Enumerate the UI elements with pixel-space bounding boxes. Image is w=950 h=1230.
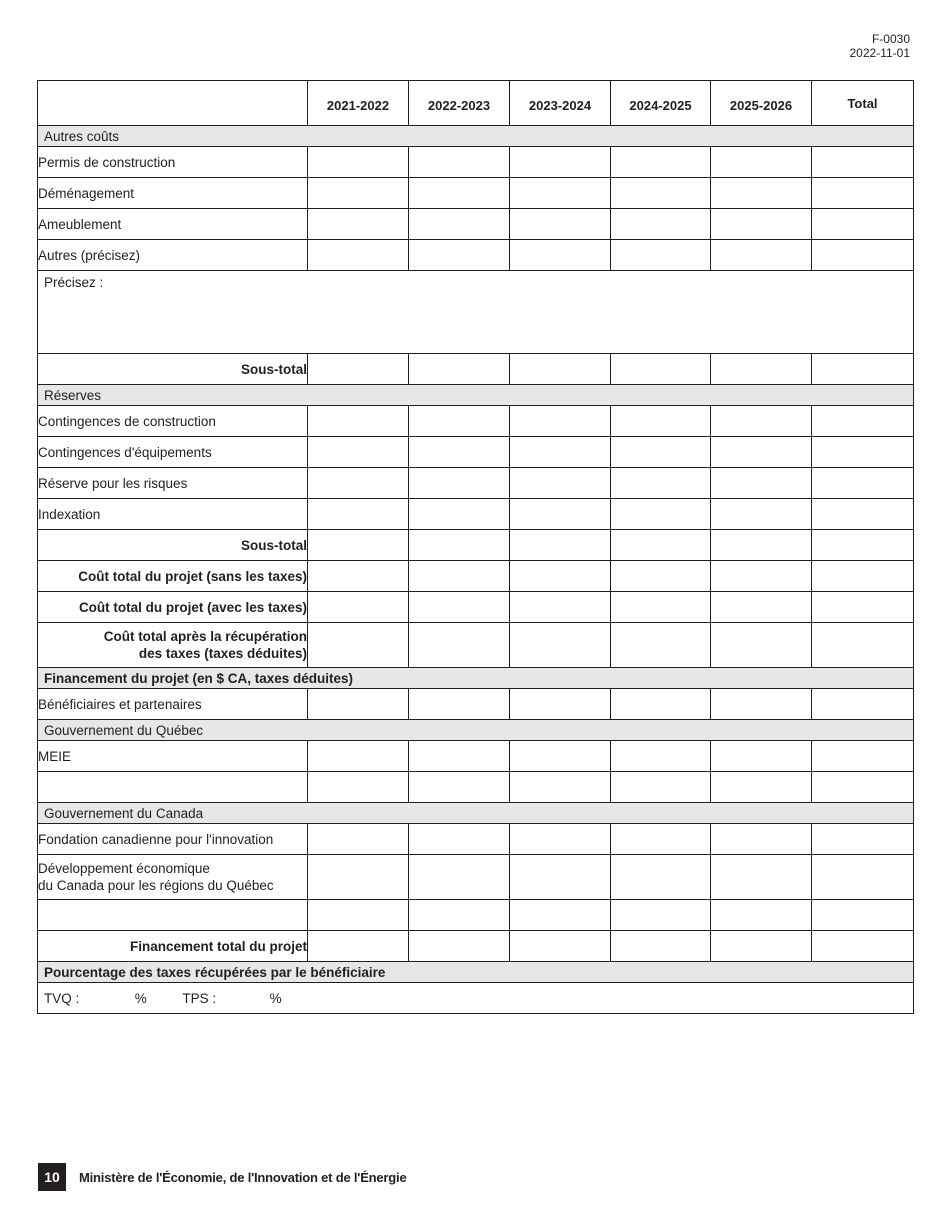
tvq-label: TVQ :	[44, 990, 80, 1006]
input-cell[interactable]	[409, 240, 510, 271]
input-cell[interactable]	[611, 530, 711, 561]
input-cell[interactable]	[812, 592, 914, 623]
input-cell[interactable]	[308, 499, 409, 530]
input-cell[interactable]	[510, 499, 611, 530]
input-cell[interactable]	[812, 147, 914, 178]
section-reserves: Réserves	[38, 385, 914, 406]
col-header: 2022-2023	[409, 81, 510, 126]
row-label: Réserve pour les risques	[38, 468, 308, 499]
input-cell[interactable]	[510, 592, 611, 623]
section-gouv-canada: Gouvernement du Canada	[38, 803, 914, 824]
row-label-financement-total: Financement total du projet	[38, 931, 308, 962]
form-number: F-0030	[871, 32, 910, 46]
input-cell[interactable]	[711, 468, 812, 499]
row-label: Ameublement	[38, 209, 308, 240]
input-cell[interactable]	[510, 240, 611, 271]
input-cell[interactable]	[510, 561, 611, 592]
input-cell[interactable]	[611, 689, 711, 720]
input-cell[interactable]	[611, 499, 711, 530]
input-cell[interactable]	[308, 592, 409, 623]
input-cell[interactable]	[711, 178, 812, 209]
input-cell[interactable]	[611, 240, 711, 271]
note-row	[38, 271, 914, 354]
table-row	[38, 824, 914, 855]
input-cell[interactable]	[611, 772, 711, 803]
input-cell[interactable]	[409, 561, 510, 592]
input-cell[interactable]	[812, 209, 914, 240]
input-cell[interactable]	[812, 499, 914, 530]
input-cell[interactable]	[510, 855, 611, 900]
row-label-cout-avec-taxes: Coût total du projet (avec les taxes)	[38, 592, 308, 623]
input-cell[interactable]	[308, 772, 409, 803]
input-cell[interactable]	[812, 530, 914, 561]
input-cell[interactable]	[510, 468, 611, 499]
input-cell[interactable]	[611, 623, 711, 668]
input-cell[interactable]	[812, 931, 914, 962]
input-cell[interactable]	[409, 623, 510, 668]
header-row	[38, 81, 914, 126]
input-cell[interactable]	[510, 530, 611, 561]
input-cell[interactable]	[510, 824, 611, 855]
input-cell[interactable]	[510, 931, 611, 962]
input-cell[interactable]	[611, 468, 711, 499]
row-label-cout-apres	[38, 623, 308, 668]
input-cell[interactable]	[308, 354, 409, 385]
tps-label: TPS :	[182, 990, 217, 1006]
input-cell[interactable]	[611, 592, 711, 623]
input-cell[interactable]	[711, 741, 812, 772]
table-row	[38, 209, 914, 240]
col-header: 2023-2024	[510, 81, 611, 126]
table-row	[38, 741, 914, 772]
input-cell[interactable]	[308, 824, 409, 855]
header-blank	[38, 81, 308, 126]
col-header-total: Total	[812, 81, 914, 126]
section-autres-couts: Autres coûts	[38, 126, 914, 147]
input-cell[interactable]	[308, 689, 409, 720]
input-cell[interactable]	[308, 209, 409, 240]
row-label: Indexation	[38, 499, 308, 530]
input-cell[interactable]	[308, 147, 409, 178]
input-cell[interactable]	[409, 468, 510, 499]
input-cell[interactable]	[611, 354, 711, 385]
input-cell[interactable]	[308, 561, 409, 592]
row-label: Contingences d'équipements	[38, 437, 308, 468]
input-cell[interactable]	[510, 178, 611, 209]
input-cell[interactable]	[510, 623, 611, 668]
input-cell[interactable]	[611, 209, 711, 240]
table-row	[38, 437, 914, 468]
input-cell[interactable]	[711, 592, 812, 623]
page-footer	[38, 1163, 406, 1191]
table-row	[38, 468, 914, 499]
tvq-percent: %	[134, 990, 147, 1006]
dec-line1: Développement économique	[38, 861, 210, 876]
section-gouv-quebec: Gouvernement du Québec	[38, 720, 914, 741]
input-cell[interactable]	[812, 561, 914, 592]
col-header: 2024-2025	[611, 81, 711, 126]
row-label: Autres (précisez)	[38, 240, 308, 271]
input-cell[interactable]	[711, 855, 812, 900]
section-pourcentage: Pourcentage des taxes récupérées par le bénéficiaire	[38, 962, 914, 983]
input-cell[interactable]	[409, 824, 510, 855]
total-row	[38, 592, 914, 623]
input-cell[interactable]	[812, 772, 914, 803]
input-cell[interactable]	[812, 240, 914, 271]
input-cell[interactable]	[308, 741, 409, 772]
tax-row	[38, 983, 914, 1014]
row-label-cout-sans-taxes: Coût total du projet (sans les taxes)	[38, 561, 308, 592]
input-cell[interactable]	[812, 689, 914, 720]
input-cell[interactable]	[711, 561, 812, 592]
table-row	[38, 406, 914, 437]
form-date: 2022-11-01	[849, 46, 910, 60]
input-cell[interactable]	[611, 741, 711, 772]
table-row	[38, 855, 914, 900]
row-label: Fondation canadienne pour l'innovation	[38, 824, 308, 855]
subtotal-row	[38, 354, 914, 385]
table-row	[38, 240, 914, 271]
input-cell[interactable]	[308, 178, 409, 209]
section-row	[38, 720, 914, 741]
table-row	[38, 772, 914, 803]
table-row	[38, 178, 914, 209]
form-code	[850, 32, 911, 60]
input-cell[interactable]	[409, 406, 510, 437]
input-cell[interactable]	[812, 406, 914, 437]
input-cell[interactable]	[308, 437, 409, 468]
section-row	[38, 385, 914, 406]
cout-apres-line2: des taxes (taxes déduites)	[138, 646, 307, 661]
input-cell[interactable]	[409, 931, 510, 962]
input-cell[interactable]	[308, 468, 409, 499]
input-cell[interactable]	[510, 209, 611, 240]
input-cell[interactable]	[409, 499, 510, 530]
input-cell[interactable]	[409, 900, 510, 931]
page-number: 10	[38, 1163, 66, 1191]
input-cell[interactable]	[812, 741, 914, 772]
input-cell[interactable]	[611, 178, 711, 209]
input-cell[interactable]	[812, 824, 914, 855]
input-cell[interactable]	[308, 240, 409, 271]
input-cell[interactable]	[308, 623, 409, 668]
row-label-blank[interactable]	[38, 900, 308, 931]
input-cell[interactable]	[510, 772, 611, 803]
tps-percent: %	[269, 990, 282, 1006]
input-cell[interactable]	[711, 772, 812, 803]
input-cell[interactable]	[812, 623, 914, 668]
input-cell[interactable]	[611, 931, 711, 962]
input-cell[interactable]	[611, 855, 711, 900]
input-cell[interactable]	[812, 437, 914, 468]
row-label-dec	[38, 855, 308, 900]
input-cell[interactable]	[812, 900, 914, 931]
input-cell[interactable]	[510, 900, 611, 931]
row-label: Contingences de construction	[38, 406, 308, 437]
input-cell[interactable]	[611, 406, 711, 437]
subtotal-row	[38, 530, 914, 561]
input-cell[interactable]	[409, 354, 510, 385]
input-cell[interactable]	[711, 689, 812, 720]
row-label-subtotal: Sous-total	[38, 530, 308, 561]
ministry-name: Ministère de l'Économie, de l'Innovation et de l'Énergie	[79, 1169, 407, 1185]
budget-table	[37, 80, 914, 1014]
input-cell[interactable]	[510, 437, 611, 468]
total-row	[38, 561, 914, 592]
section-financement: Financement du projet (en $ CA, taxes déduites)	[38, 668, 914, 689]
table-row	[38, 689, 914, 720]
section-row	[38, 803, 914, 824]
input-cell[interactable]	[409, 147, 510, 178]
input-cell[interactable]	[308, 855, 409, 900]
input-cell[interactable]	[510, 406, 611, 437]
total-row	[38, 623, 914, 668]
input-cell[interactable]	[308, 900, 409, 931]
input-cell[interactable]	[812, 354, 914, 385]
row-label: MEIE	[38, 741, 308, 772]
input-cell[interactable]	[308, 931, 409, 962]
cout-apres-line1: Coût total après la récupération	[103, 629, 307, 644]
input-cell[interactable]	[711, 240, 812, 271]
input-cell[interactable]	[510, 741, 611, 772]
table-row	[38, 499, 914, 530]
input-cell[interactable]	[409, 437, 510, 468]
input-cell[interactable]	[711, 824, 812, 855]
input-cell[interactable]	[711, 147, 812, 178]
row-label-blank[interactable]	[38, 772, 308, 803]
total-row	[38, 931, 914, 962]
input-cell[interactable]	[409, 592, 510, 623]
table-row	[38, 147, 914, 178]
input-cell[interactable]	[711, 209, 812, 240]
input-cell[interactable]	[409, 855, 510, 900]
input-cell[interactable]	[409, 178, 510, 209]
row-label: Déménagement	[38, 178, 308, 209]
input-cell[interactable]	[611, 561, 711, 592]
input-cell[interactable]	[812, 855, 914, 900]
input-cell[interactable]	[409, 772, 510, 803]
section-row	[38, 668, 914, 689]
input-cell[interactable]	[711, 499, 812, 530]
input-cell[interactable]	[711, 623, 812, 668]
row-label: Permis de construction	[38, 147, 308, 178]
table-row	[38, 900, 914, 931]
row-label-subtotal: Sous-total	[38, 354, 308, 385]
input-cell[interactable]	[711, 530, 812, 561]
input-cell[interactable]	[409, 689, 510, 720]
dec-line2: du Canada pour les régions du Québec	[38, 878, 274, 893]
tax-cell	[38, 983, 914, 1014]
row-label: Bénéficiaires et partenaires	[38, 689, 308, 720]
input-cell[interactable]	[510, 147, 611, 178]
input-cell[interactable]	[308, 530, 409, 561]
precisez-field[interactable]: Précisez :	[38, 271, 914, 354]
input-cell[interactable]	[611, 437, 711, 468]
input-cell[interactable]	[611, 824, 711, 855]
input-cell[interactable]	[510, 689, 611, 720]
input-cell[interactable]	[812, 178, 914, 209]
input-cell[interactable]	[711, 931, 812, 962]
input-cell[interactable]	[711, 437, 812, 468]
input-cell[interactable]	[711, 354, 812, 385]
section-row	[38, 126, 914, 147]
input-cell[interactable]	[812, 468, 914, 499]
input-cell[interactable]	[308, 406, 409, 437]
input-cell[interactable]	[611, 147, 711, 178]
col-header: 2025-2026	[711, 81, 812, 126]
input-cell[interactable]	[409, 530, 510, 561]
input-cell[interactable]	[409, 741, 510, 772]
input-cell[interactable]	[711, 900, 812, 931]
col-header: 2021-2022	[308, 81, 409, 126]
input-cell[interactable]	[409, 209, 510, 240]
input-cell[interactable]	[611, 900, 711, 931]
section-row	[38, 962, 914, 983]
input-cell[interactable]	[510, 354, 611, 385]
input-cell[interactable]	[711, 406, 812, 437]
